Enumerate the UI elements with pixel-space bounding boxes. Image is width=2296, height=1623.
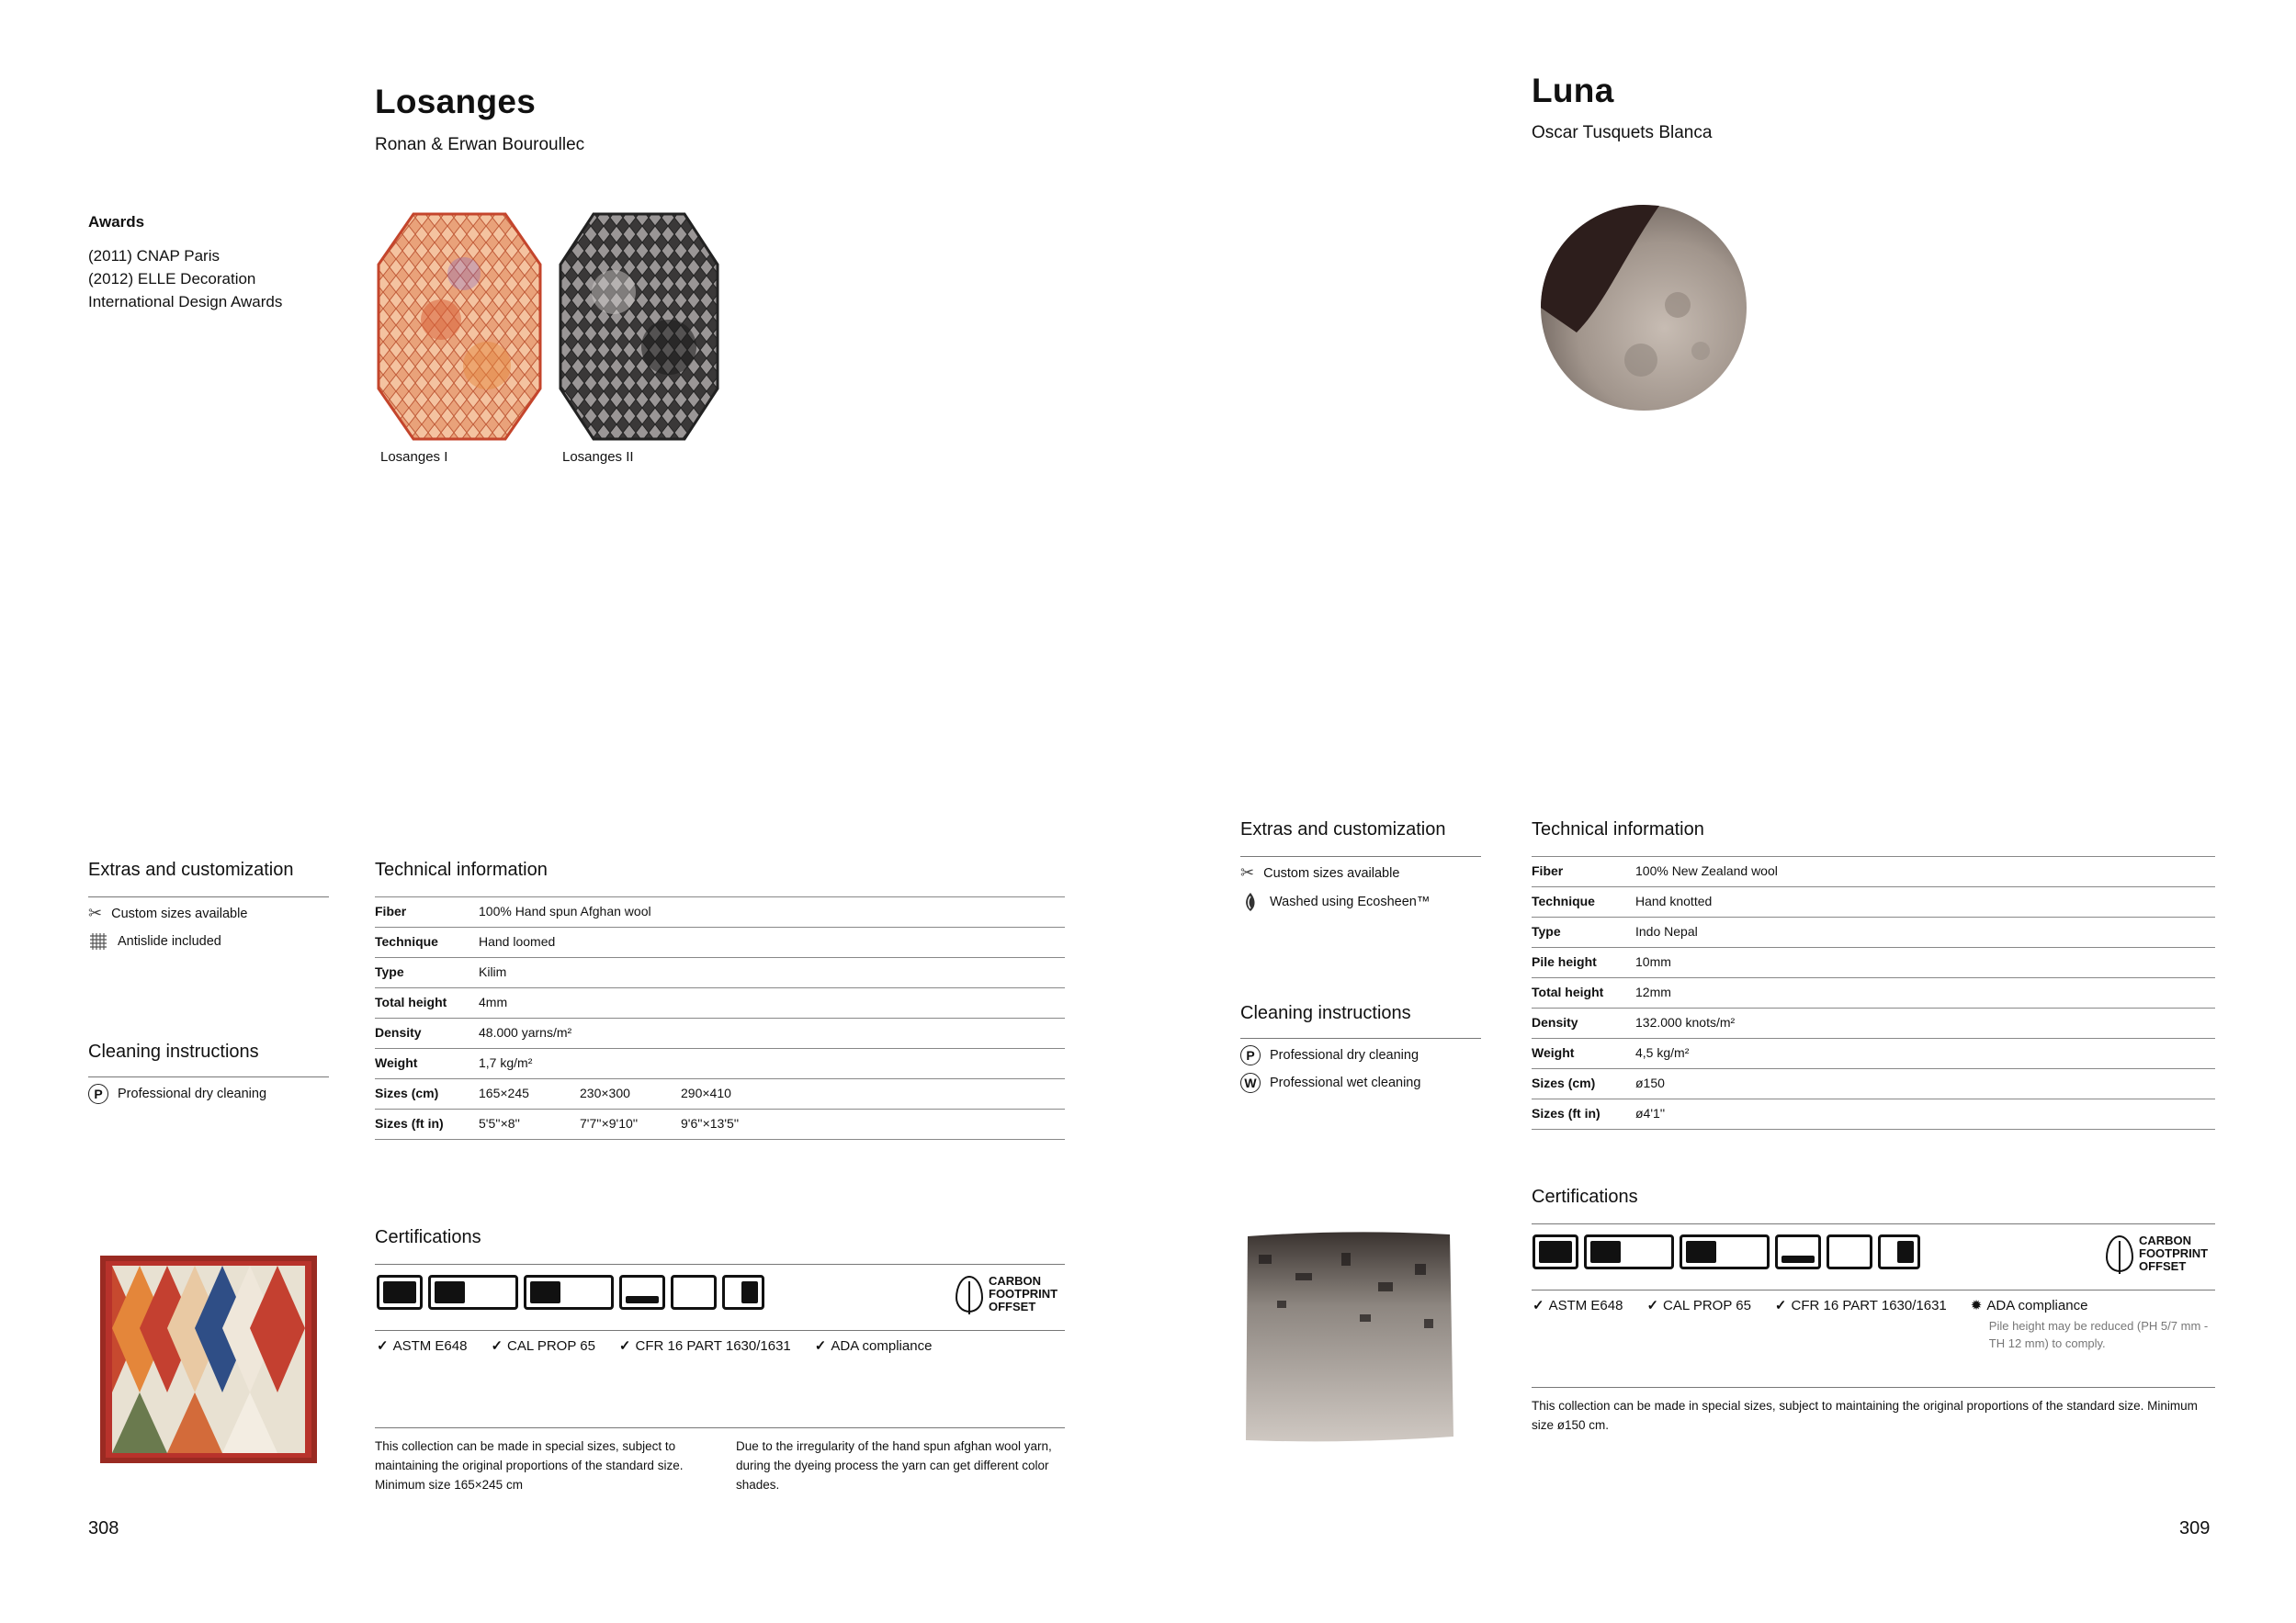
page-number: 309 [2179, 1518, 2211, 1538]
commercial-use-icon [1680, 1234, 1770, 1269]
designer-name: Oscar Tusquets Blanca [1532, 123, 1713, 142]
carbon-label-line: OFFSET [2139, 1259, 2187, 1273]
extra-item [88, 931, 221, 952]
tech-label: Sizes (cm) [375, 1086, 439, 1100]
leaf-icon [2106, 1235, 2133, 1272]
leaf-icon [956, 1276, 983, 1313]
divider [88, 896, 329, 897]
tech-label: Sizes (cm) [1532, 1076, 1596, 1090]
cleaning-label: Professional dry cleaning [1270, 1048, 1419, 1063]
rug-detail-swatch [99, 1255, 318, 1464]
tech-label: Technique [375, 934, 438, 949]
residential-use-icon [1584, 1234, 1674, 1269]
table-row-divider [375, 987, 1065, 988]
special-sizes-note: This collection can be made in special sizes, subject to maintaining the original proportions of the standard size. Minimum size 165×245 cm [375, 1439, 684, 1492]
ecosheen-icon [1240, 891, 1261, 913]
cert-heading: Certifications [375, 1227, 481, 1247]
cleaning-label: Professional wet cleaning [1270, 1076, 1421, 1090]
tech-value: 12mm [1635, 985, 1671, 999]
extras-heading: Extras and customization [88, 860, 294, 880]
extra-label: Washed using Ecosheen™ [1270, 895, 1431, 909]
divider [1532, 1387, 2215, 1388]
cleaning-item [1240, 1073, 1420, 1093]
wheelchair-icon [671, 1275, 717, 1310]
carbon-label-line: OFFSET [989, 1300, 1036, 1313]
tech-value: 10mm [1635, 954, 1671, 969]
fire-rating-icon [1533, 1234, 1578, 1269]
tech-label: Sizes (ft in) [1532, 1106, 1600, 1121]
rug-image-losanges-ii [559, 209, 719, 444]
ada-label: ✹ ADA compliance [1971, 1298, 2088, 1313]
tech-heading: Technical information [1532, 819, 1704, 840]
tech-label: Density [375, 1025, 422, 1040]
rug-detail-swatch [1240, 1227, 1456, 1448]
carbon-label-line: FOOTPRINT [2139, 1246, 2209, 1260]
award-item: International Design Awards [88, 293, 283, 310]
carbon-label-line: CARBON [2139, 1234, 2192, 1247]
yarn-color-note: Due to the irregularity of the hand spun afghan wool yarn, during the dyeing process the yarn can get different color shades. [736, 1439, 1052, 1492]
tech-label: Technique [1532, 894, 1595, 908]
tech-value: 165×245 [479, 1086, 529, 1100]
step-icon [722, 1275, 764, 1310]
table-row-divider [375, 1078, 1065, 1079]
tech-label: Fiber [1532, 863, 1564, 878]
extra-item [1240, 863, 1399, 883]
tech-value: 100% New Zealand wool [1635, 863, 1778, 878]
tech-value: 4,5 kg/m² [1635, 1045, 1690, 1060]
fire-rating-icon [377, 1275, 423, 1310]
table-row-divider [1532, 917, 2215, 918]
awards-block [88, 213, 282, 313]
tech-label: Total height [1532, 985, 1604, 999]
cleaning-heading: Cleaning instructions [1240, 1003, 1411, 1023]
compliance-item: ✓ ADA compliance [815, 1337, 933, 1354]
compliance-list [1533, 1297, 2219, 1352]
tech-value: 290×410 [681, 1086, 731, 1100]
dry-cleaning-icon: P [88, 1084, 108, 1104]
rug-caption: Losanges I [380, 449, 448, 465]
carbon-footprint-badge [956, 1275, 1058, 1313]
table-row-divider [1532, 886, 2215, 887]
tech-value: 230×300 [580, 1086, 630, 1100]
table-row-divider [375, 1109, 1065, 1110]
grid-icon [88, 931, 108, 952]
tech-label: Fiber [375, 904, 407, 919]
extras-heading: Extras and customization [1240, 819, 1446, 840]
table-row-divider [1532, 1068, 2215, 1069]
residential-use-icon [428, 1275, 518, 1310]
tech-value: 48.000 yarns/m² [479, 1025, 572, 1040]
divider [375, 1330, 1065, 1331]
tech-value: Kilim [479, 964, 507, 979]
tech-value: ø150 [1635, 1076, 1665, 1090]
awards-heading: Awards [88, 213, 145, 231]
compliance-item: ✓ ASTM E648 [377, 1337, 467, 1354]
tech-value: 9'6''×13'5'' [681, 1116, 740, 1131]
tech-label: Pile height [1532, 954, 1597, 969]
extra-item [88, 904, 247, 923]
table-row-divider [1532, 1008, 2215, 1009]
tech-label: Type [1532, 924, 1561, 939]
tech-label: Sizes (ft in) [375, 1116, 444, 1131]
divider [1240, 1038, 1481, 1039]
tech-value: Hand loomed [479, 934, 556, 949]
extra-label: Antislide included [118, 934, 221, 949]
divider [375, 1427, 1065, 1428]
tech-label: Total height [375, 995, 447, 1009]
table-row-divider [1532, 1038, 2215, 1039]
rug-image-losanges-i [377, 209, 542, 444]
scissors-icon: ✂ [1240, 863, 1255, 882]
divider [1532, 1223, 2215, 1224]
ada-compliance [1971, 1297, 2219, 1352]
tech-label: Density [1532, 1015, 1578, 1030]
table-row-divider [1532, 977, 2215, 978]
tech-label: Weight [1532, 1045, 1575, 1060]
tech-value: ø4'1'' [1635, 1106, 1666, 1121]
commercial-use-icon [524, 1275, 614, 1310]
compliance-item: ✓ CAL PROP 65 [1646, 1297, 1750, 1313]
tech-value: 132.000 knots/m² [1635, 1015, 1736, 1030]
tech-heading: Technical information [375, 860, 548, 880]
compliance-item: ✓ ASTM E648 [1533, 1297, 1623, 1313]
table-row-divider [1532, 947, 2215, 948]
table-row-divider [375, 896, 1065, 897]
divider [375, 1264, 1065, 1265]
carbon-label-line: CARBON [989, 1274, 1042, 1288]
cleaning-heading: Cleaning instructions [88, 1042, 259, 1062]
rug-image-luna [1540, 204, 1747, 411]
step-icon [1878, 1234, 1920, 1269]
compliance-list [377, 1337, 932, 1354]
extra-item [1240, 891, 1430, 913]
compliance-item: ✓ CFR 16 PART 1630/1631 [619, 1337, 791, 1354]
dry-cleaning-icon: P [1240, 1045, 1261, 1065]
table-row-divider [375, 1048, 1065, 1049]
table-row-divider [375, 1018, 1065, 1019]
tech-value: 4mm [479, 995, 508, 1009]
tech-label: Type [375, 964, 404, 979]
award-item: (2011) CNAP Paris [88, 247, 220, 265]
wheelchair-icon [1827, 1234, 1872, 1269]
tech-value: 100% Hand spun Afghan wool [479, 904, 651, 919]
wet-cleaning-icon: W [1240, 1073, 1261, 1093]
cert-icons [1533, 1234, 1926, 1269]
extra-label: Custom sizes available [1263, 865, 1400, 881]
cleaning-item [88, 1084, 266, 1104]
stairs-use-icon [1775, 1234, 1821, 1269]
product-title: Losanges [375, 83, 537, 120]
table-row-divider [375, 927, 1065, 928]
cleaning-label: Professional dry cleaning [118, 1087, 267, 1101]
page-number: 308 [88, 1518, 119, 1538]
divider [1240, 856, 1481, 857]
cert-icons [377, 1275, 770, 1310]
tech-value: Hand knotted [1635, 894, 1713, 908]
extra-label: Custom sizes available [111, 906, 248, 921]
tech-value: 5'5''×8'' [479, 1116, 520, 1131]
cert-heading: Certifications [1532, 1187, 1638, 1207]
special-sizes-note: This collection can be made in special sizes, subject to maintaining the original proportions of the standard size. Minimum size ø150 cm. [1532, 1399, 2198, 1432]
compliance-item: ✓ CFR 16 PART 1630/1631 [1775, 1297, 1947, 1313]
scissors-icon: ✂ [88, 904, 103, 922]
ada-note: Pile height may be reduced (PH 5/7 mm - TH 12 mm) to comply. [1988, 1319, 2209, 1350]
cleaning-item [1240, 1045, 1419, 1065]
rug-caption: Losanges II [562, 449, 634, 465]
divider [1532, 1290, 2215, 1291]
table-row-divider [1532, 856, 2215, 857]
award-item: (2012) ELLE Decoration [88, 270, 256, 287]
table-row-divider [375, 957, 1065, 958]
tech-label: Weight [375, 1055, 418, 1070]
product-title: Luna [1532, 72, 1614, 109]
carbon-footprint-badge [2106, 1234, 2208, 1273]
stairs-use-icon [619, 1275, 665, 1310]
compliance-item: ✓ CAL PROP 65 [491, 1337, 594, 1354]
carbon-label-line: FOOTPRINT [989, 1287, 1058, 1301]
tech-value: 1,7 kg/m² [479, 1055, 533, 1070]
tech-value: Indo Nepal [1635, 924, 1698, 939]
table-row-divider [375, 1139, 1065, 1140]
tech-value: 7'7''×9'10'' [580, 1116, 639, 1131]
table-row-divider [1532, 1129, 2215, 1130]
designer-name: Ronan & Erwan Bouroullec [375, 135, 585, 154]
divider [88, 1076, 329, 1077]
